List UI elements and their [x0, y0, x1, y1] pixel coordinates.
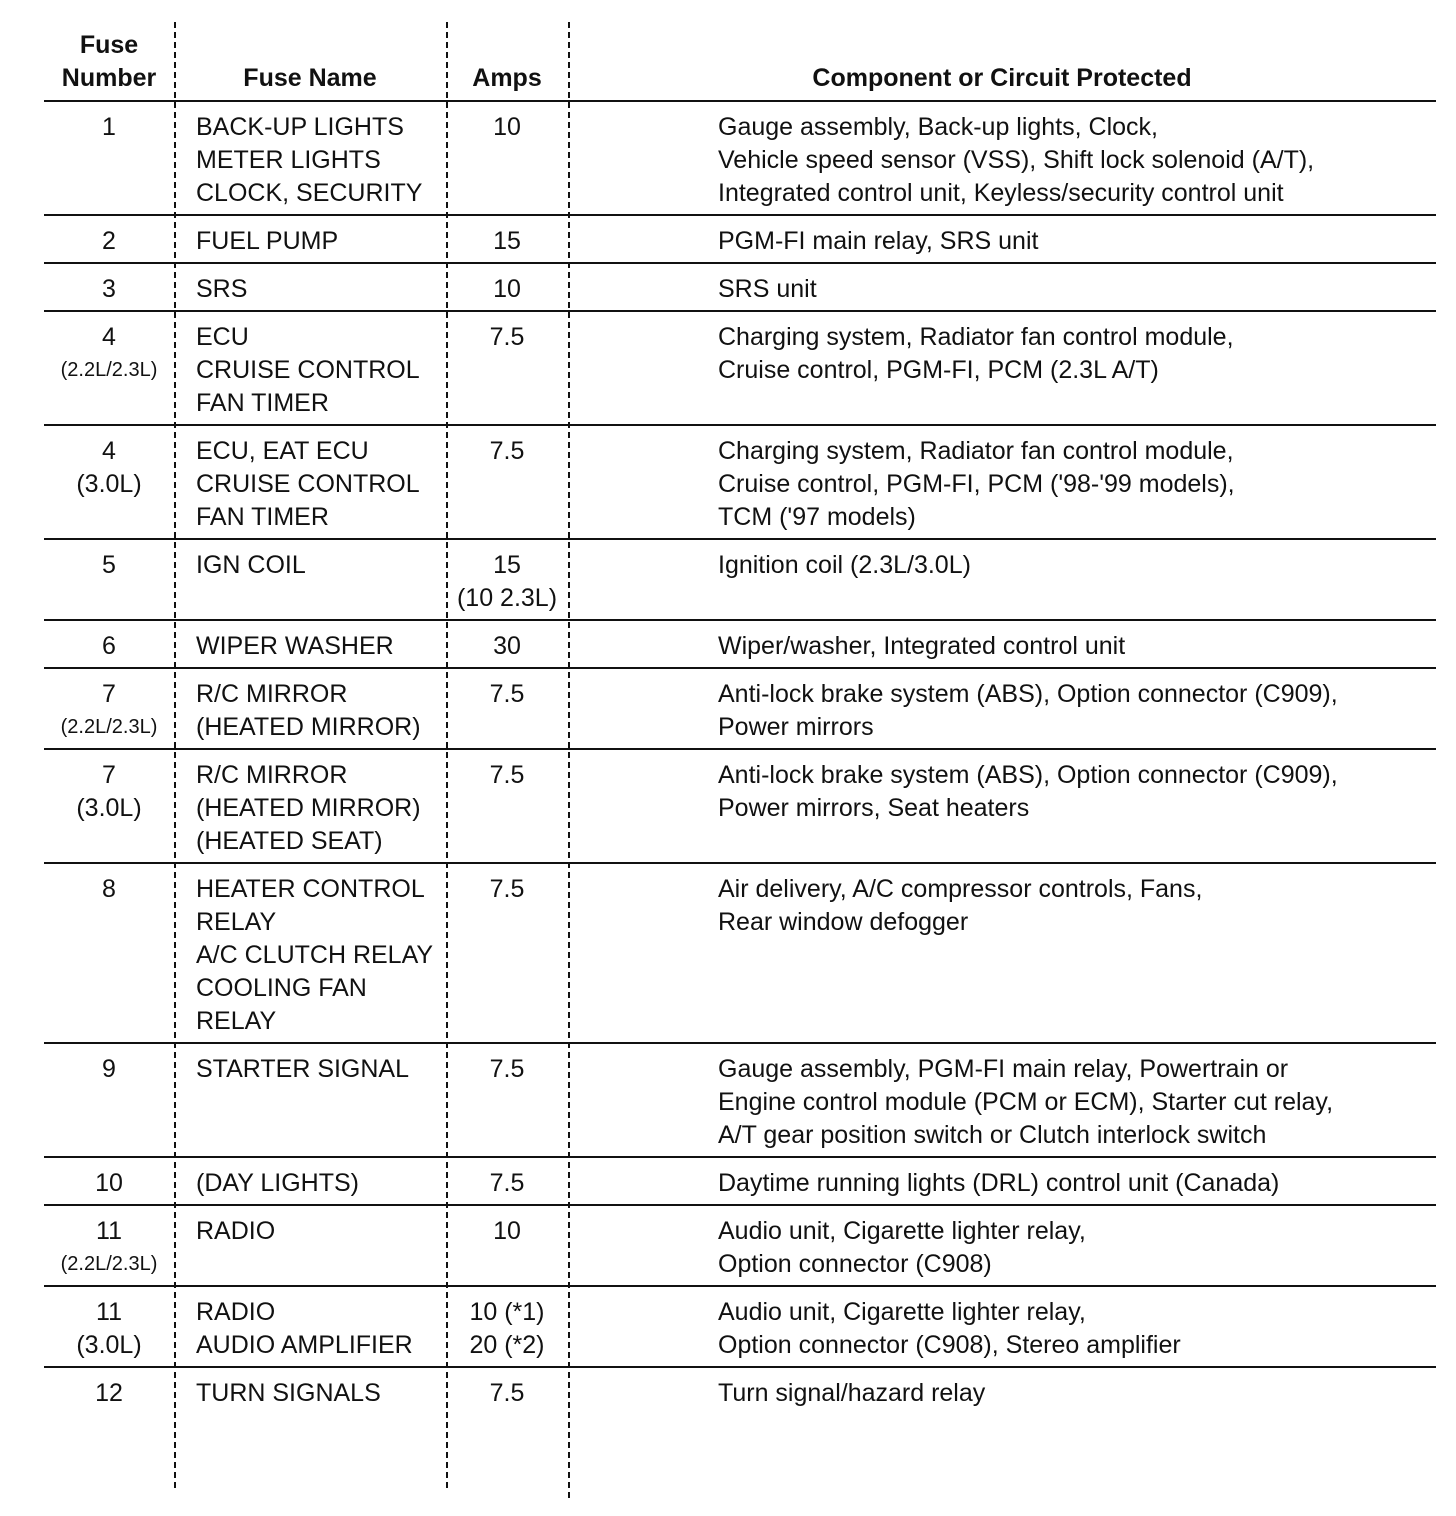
header-fuse-name: Fuse Name [243, 64, 377, 92]
engine-qualifier: (3.0L) [76, 794, 142, 822]
fuse-amps-line: 7.5 [489, 1055, 525, 1083]
fuse-number-value: 8 [102, 875, 116, 903]
fuse-amps-line: (10 2.3L) [456, 584, 558, 612]
fuse-amps-line: 30 [493, 632, 521, 660]
fuse-name-line: FAN TIMER [196, 389, 329, 417]
component-protected [718, 759, 1436, 825]
fuse-name-line: CRUISE CONTROL [196, 470, 420, 498]
fuse-name-line: IGN COIL [196, 551, 306, 579]
fuse-amps-line: 10 (*1) [469, 1298, 545, 1326]
fuse-amps [446, 111, 568, 144]
component-protected-line: Option connector (C908), Stereo amplifier [718, 1331, 1181, 1359]
component-protected-line: Vehicle speed sensor (VSS), Shift lock solenoid (A/T), [718, 146, 1315, 174]
component-protected-line: Charging system, Radiator fan control module, [718, 323, 1234, 351]
table-row [44, 750, 1436, 864]
fuse-amps [446, 759, 568, 792]
component-protected-line: Charging system, Radiator fan control module, [718, 437, 1234, 465]
component-protected-line: Air delivery, A/C compressor controls, Fans, [718, 875, 1203, 903]
engine-qualifier: (2.2L/2.3L) [60, 1253, 158, 1275]
fuse-name-line: R/C MIRROR [196, 761, 348, 789]
fuse-name-line: FAN TIMER [196, 503, 329, 531]
fuse-name-line: SRS [196, 275, 248, 303]
fuse-name-line: STARTER SIGNAL [196, 1055, 410, 1083]
fuse-number [44, 225, 174, 258]
fuse-number [44, 321, 174, 387]
fuse-amps-line: 7.5 [489, 761, 525, 789]
component-protected-line: Engine control module (PCM or ECM), Starter cut relay, [718, 1088, 1334, 1116]
fuse-name-line: FUEL PUMP [196, 227, 339, 255]
fuse-number-value: 10 [95, 1169, 123, 1197]
fuse-number-value: 3 [102, 275, 116, 303]
fuse-amps-line: 15 [493, 227, 521, 255]
fuse-name-line: (DAY LIGHTS) [196, 1169, 359, 1197]
component-protected-line: Rear window defogger [718, 908, 969, 936]
component-protected-line: Cruise control, PGM-FI, PCM (2.3L A/T) [718, 356, 1159, 384]
fuse-amps [446, 1377, 568, 1410]
fuse-number-value: 1 [102, 113, 116, 141]
fuse-name-line: COOLING FAN [196, 974, 367, 1002]
table-row [44, 426, 1436, 540]
fuse-name-line: RELAY [196, 908, 277, 936]
table-row [44, 264, 1436, 312]
fuse-amps-line: 20 (*2) [469, 1331, 545, 1359]
fuse-number-value: 12 [95, 1379, 123, 1407]
table-row [44, 1158, 1436, 1206]
engine-qualifier: (2.2L/2.3L) [60, 359, 158, 381]
component-protected [718, 630, 1436, 663]
fuse-amps [446, 1296, 568, 1362]
header-amps: Amps [472, 64, 542, 92]
fuse-name [196, 1053, 446, 1086]
fuse-amps [446, 225, 568, 258]
fuse-name [196, 630, 446, 663]
fuse-number [44, 549, 174, 582]
fuse-name [196, 549, 446, 582]
component-protected [718, 549, 1436, 582]
fuse-name-line: CRUISE CONTROL [196, 356, 420, 384]
column-separator [174, 22, 176, 1488]
fuse-name-line: AUDIO AMPLIFIER [196, 1331, 413, 1359]
header-fuse-number: Fuse Number [61, 31, 157, 92]
component-protected-line: Gauge assembly, PGM-FI main relay, Powertrain or [718, 1055, 1289, 1083]
fuse-number [44, 678, 174, 744]
component-protected-line: Gauge assembly, Back-up lights, Clock, [718, 113, 1159, 141]
fuse-name-line: (HEATED MIRROR) [196, 794, 421, 822]
fuse-name [196, 1167, 446, 1200]
fuse-amps [446, 678, 568, 711]
table-row [44, 1287, 1436, 1368]
fuse-name-line: (HEATED MIRROR) [196, 713, 421, 741]
fuse-number [44, 873, 174, 906]
fuse-number-value: 11 [96, 1298, 122, 1326]
fuse-amps [446, 273, 568, 306]
fuse-name-line: ECU [196, 323, 249, 351]
component-protected-line: Ignition coil (2.3L/3.0L) [718, 551, 971, 579]
fuse-number-value: 4 [102, 323, 116, 351]
fuse-number-value: 7 [102, 761, 116, 789]
table-row [44, 1368, 1436, 1416]
component-protected [718, 321, 1436, 387]
component-protected-line: Wiper/washer, Integrated control unit [718, 632, 1126, 660]
fuse-amps [446, 1053, 568, 1086]
fuse-number [44, 273, 174, 306]
fuse-amps-line: 10 [493, 1217, 521, 1245]
component-protected [718, 1296, 1436, 1362]
fuse-name-line: ECU, EAT ECU [196, 437, 369, 465]
fuse-name-line: BACK-UP LIGHTS [196, 113, 404, 141]
fuse-number [44, 759, 174, 825]
fuse-amps [446, 321, 568, 354]
fuse-number-value: 4 [102, 437, 116, 465]
fuse-table [44, 22, 1436, 1416]
fuse-name [196, 111, 446, 210]
component-protected [718, 678, 1436, 744]
component-protected [718, 435, 1436, 534]
fuse-name [196, 1215, 446, 1248]
fuse-amps [446, 435, 568, 468]
component-protected [718, 273, 1436, 306]
table-row [44, 312, 1436, 426]
component-protected [718, 111, 1436, 210]
component-protected-line: Audio unit, Cigarette lighter relay, [718, 1217, 1086, 1245]
component-protected-line: Daytime running lights (DRL) control unit (Canada) [718, 1169, 1280, 1197]
fuse-amps-line: 7.5 [489, 875, 525, 903]
component-protected-line: Turn signal/hazard relay [718, 1379, 986, 1407]
fuse-name-line: (HEATED SEAT) [196, 827, 383, 855]
table-body [44, 102, 1436, 1416]
fuse-amps-line: 7.5 [489, 1379, 525, 1407]
fuse-name [196, 1377, 446, 1410]
component-protected-line: Anti-lock brake system (ABS), Option connector (C909), [718, 680, 1338, 708]
fuse-name-line: WIPER WASHER [196, 632, 394, 660]
fuse-number [44, 1167, 174, 1200]
fuse-amps-line: 15 [493, 551, 521, 579]
column-separator [568, 22, 570, 1498]
engine-qualifier: (3.0L) [76, 1331, 142, 1359]
fuse-amps [446, 1167, 568, 1200]
column-separator [446, 22, 448, 1488]
fuse-name [196, 273, 446, 306]
component-protected-line: Audio unit, Cigarette lighter relay, [718, 1298, 1086, 1326]
fuse-name-line: TURN SIGNALS [196, 1379, 381, 1407]
component-protected [718, 873, 1436, 939]
fuse-number-value: 6 [102, 632, 116, 660]
fuse-amps-line: 7.5 [489, 323, 525, 351]
fuse-number-value: 5 [102, 551, 116, 579]
component-protected [718, 1053, 1436, 1152]
component-protected-line: Integrated control unit, Keyless/security control unit [718, 179, 1284, 207]
fuse-name [196, 435, 446, 534]
fuse-number [44, 435, 174, 501]
fuse-number-value: 7 [102, 680, 116, 708]
fuse-number [44, 1215, 174, 1281]
fuse-name [196, 678, 446, 744]
component-protected-line: Cruise control, PGM-FI, PCM ('98-'99 models), [718, 470, 1235, 498]
fuse-name-line: R/C MIRROR [196, 680, 348, 708]
fuse-name-line: RADIO [196, 1298, 276, 1326]
component-protected-line: PGM-FI main relay, SRS unit [718, 227, 1039, 255]
component-protected [718, 1167, 1436, 1200]
component-protected-line: Power mirrors, Seat heaters [718, 794, 1030, 822]
fuse-number [44, 111, 174, 144]
fuse-name [196, 321, 446, 420]
table-row [44, 102, 1436, 216]
fuse-amps-line: 7.5 [489, 437, 525, 465]
fuse-number [44, 1296, 174, 1362]
table-row [44, 1206, 1436, 1287]
fuse-name-line: A/C CLUTCH RELAY [196, 941, 434, 969]
fuse-amps [446, 1215, 568, 1248]
fuse-amps [446, 549, 568, 615]
fuse-number-value: 9 [102, 1055, 116, 1083]
fuse-number-value: 11 [96, 1217, 122, 1245]
fuse-name [196, 873, 446, 1038]
fuse-name-line: HEATER CONTROL [196, 875, 425, 903]
fuse-name-line: RADIO [196, 1217, 276, 1245]
fuse-amps [446, 873, 568, 906]
fuse-number-value: 2 [102, 227, 116, 255]
table-row [44, 540, 1436, 621]
fuse-name [196, 1296, 446, 1362]
component-protected-line: A/T gear position switch or Clutch interlock switch [718, 1121, 1267, 1149]
component-protected-line: Anti-lock brake system (ABS), Option connector (C909), [718, 761, 1338, 789]
table-row [44, 621, 1436, 669]
table-row [44, 669, 1436, 750]
fuse-amps-line: 10 [493, 113, 521, 141]
fuse-name-line: METER LIGHTS [196, 146, 381, 174]
engine-qualifier: (3.0L) [76, 470, 142, 498]
fuse-amps [446, 630, 568, 663]
component-protected-line: TCM ('97 models) [718, 503, 916, 531]
table-row [44, 864, 1436, 1044]
table-header [44, 22, 1436, 102]
fuse-amps-line: 7.5 [489, 680, 525, 708]
table-row [44, 1044, 1436, 1158]
fuse-number [44, 1377, 174, 1410]
fuse-name-line: CLOCK, SECURITY [196, 179, 423, 207]
component-protected [718, 1215, 1436, 1281]
fuse-name [196, 225, 446, 258]
table-row [44, 216, 1436, 264]
header-component: Component or Circuit Protected [812, 64, 1192, 92]
component-protected [718, 1377, 1436, 1410]
fuse-name [196, 759, 446, 858]
fuse-amps-line: 10 [493, 275, 521, 303]
fuse-amps-line: 7.5 [489, 1169, 525, 1197]
component-protected-line: Option connector (C908) [718, 1250, 992, 1278]
fuse-name-line: RELAY [196, 1007, 277, 1035]
component-protected-line: Power mirrors [718, 713, 874, 741]
engine-qualifier: (2.2L/2.3L) [60, 716, 158, 738]
component-protected [718, 225, 1436, 258]
component-protected-line: SRS unit [718, 275, 817, 303]
fuse-number [44, 1053, 174, 1086]
fuse-number [44, 630, 174, 663]
